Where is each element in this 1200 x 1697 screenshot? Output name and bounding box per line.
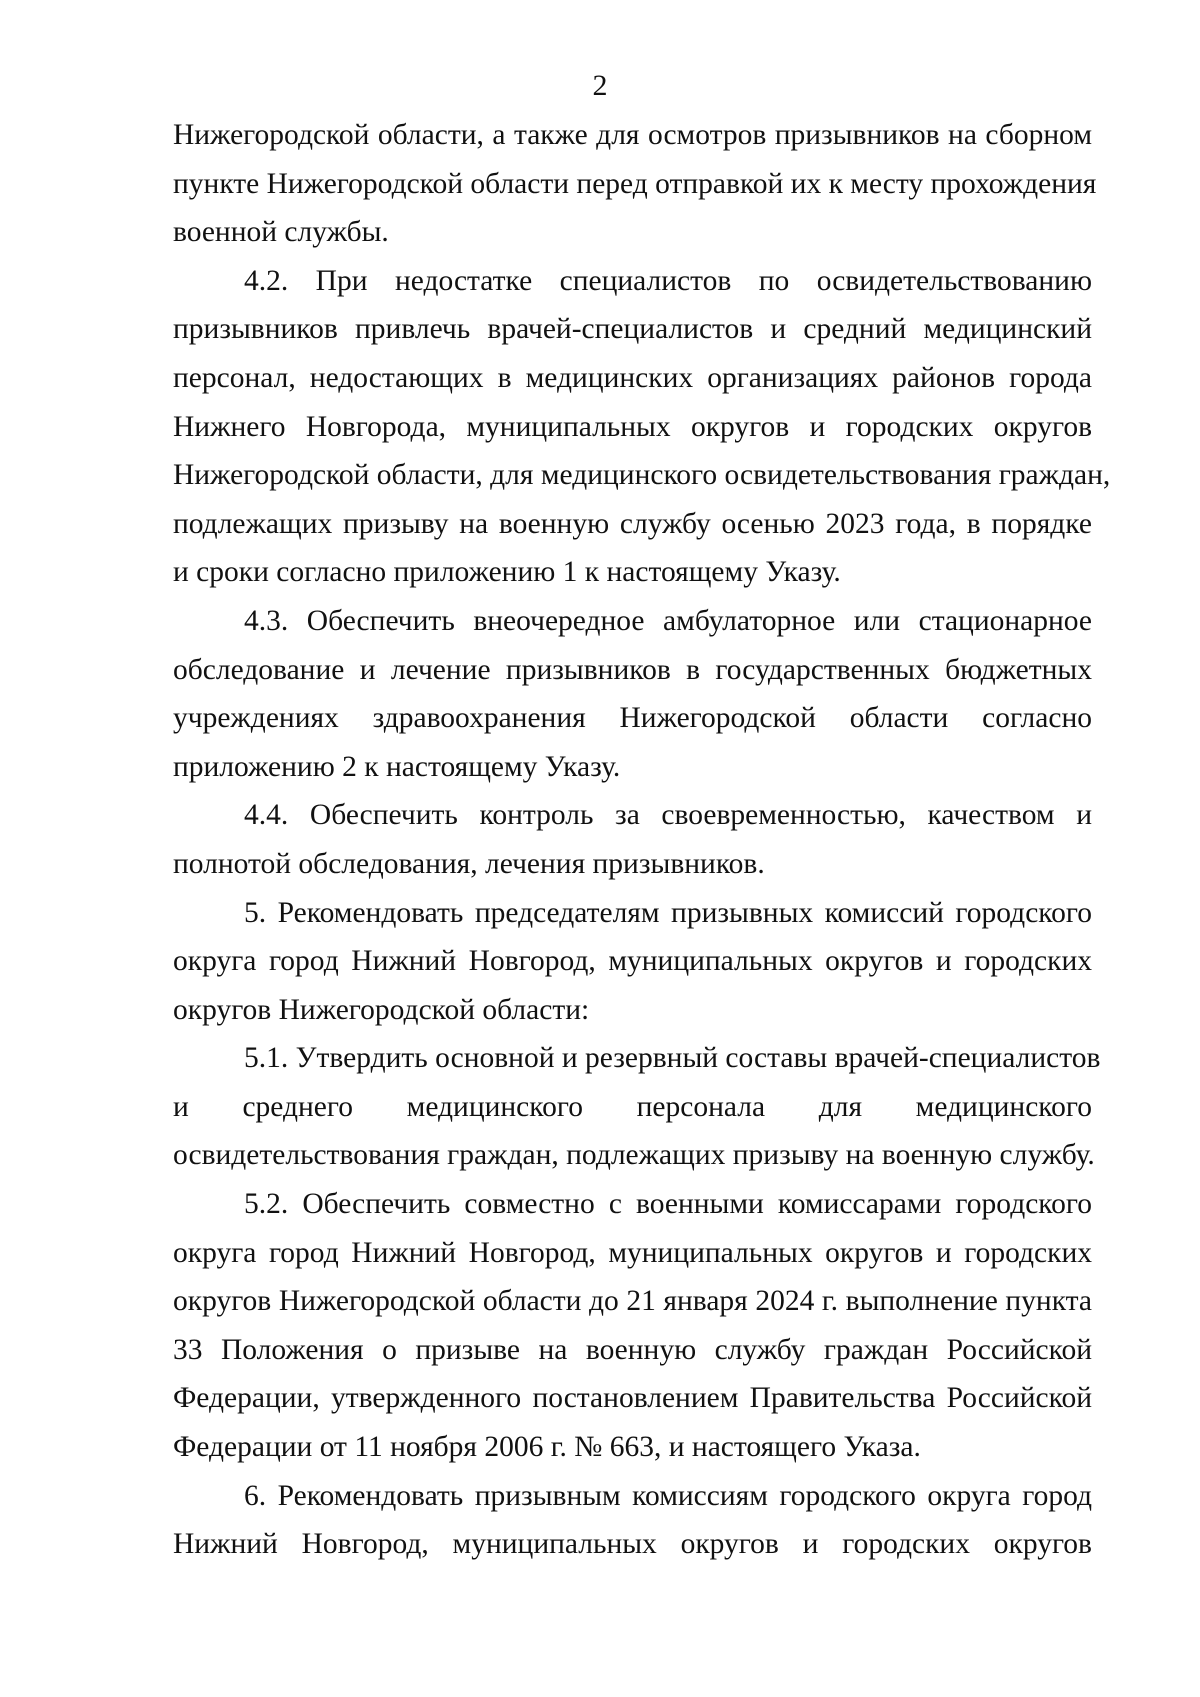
text-line: 5. Рекомендовать председателям призывных комиссий городского xyxy=(244,896,1092,929)
text-line: округа город Нижний Новгород, муниципальных округов и городских xyxy=(173,945,1092,978)
text-line: военной службы. xyxy=(173,216,389,249)
text-line: 33 Положения о призыве на военную службу граждан Российской xyxy=(173,1333,1092,1366)
paragraph-4-3 xyxy=(173,597,1092,791)
text-line: 4.2. При недостатке специалистов по освидетельствованию xyxy=(244,264,1092,297)
paragraph-6 xyxy=(173,1472,1092,1569)
text-line: 6. Рекомендовать призывным комиссиям городского округа город xyxy=(244,1479,1092,1512)
paragraph-4-2 xyxy=(173,257,1111,597)
text-line: 5.2. Обеспечить совместно с военными комиссарами городского xyxy=(244,1188,1092,1221)
paragraph-5-1 xyxy=(173,1034,1101,1180)
text-line: Федерации, утвержденного постановлением Правительства Российской xyxy=(173,1382,1092,1415)
text-line: округов Нижегородской области: xyxy=(173,993,590,1026)
text-line: 5.1. Утвердить основной и резервный составы врачей-специалистов xyxy=(244,1042,1101,1075)
text-line: полнотой обследования, лечения призывников. xyxy=(173,847,765,880)
text-line: призывников привлечь врачей-специалистов и средний медицинский xyxy=(173,313,1092,346)
text-line: округа город Нижний Новгород, муниципальных округов и городских xyxy=(173,1236,1092,1269)
text-line: Нижнего Новгорода, муниципальных округов и городских округов xyxy=(173,410,1092,443)
paragraph-continuation xyxy=(173,111,1097,257)
text-line: освидетельствования граждан, подлежащих призыву на военную службу. xyxy=(173,1139,1095,1172)
page-number: 2 xyxy=(592,69,608,102)
text-line: Нижегородской области, для медицинского освидетельствования граждан, xyxy=(173,459,1111,492)
text-line: обследование и лечение призывников в государственных бюджетных xyxy=(173,653,1092,686)
paragraph-5 xyxy=(173,889,1092,1035)
text-line: и среднего медицинского персонала для медицинского xyxy=(173,1090,1092,1123)
text-line: персонал, недостающих в медицинских организациях районов города xyxy=(173,361,1092,394)
text-line: приложению 2 к настоящему Указу. xyxy=(173,750,621,783)
text-line: округов Нижегородской области до 21 января 2024 г. выполнение пункта xyxy=(173,1285,1092,1318)
text-line: учреждениях здравоохранения Нижегородской области согласно xyxy=(173,702,1092,735)
paragraph-4-4 xyxy=(173,791,1092,888)
text-line: пункте Нижегородской области перед отправкой их к месту прохождения xyxy=(173,167,1097,200)
text-line: Федерации от 11 ноября 2006 г. № 663, и настоящего Указа. xyxy=(173,1431,921,1464)
text-line: подлежащих призыву на военную службу осенью 2023 года, в порядке xyxy=(173,507,1092,540)
text-line: Нижний Новгород, муниципальных округов и городских округов xyxy=(173,1528,1092,1561)
text-line: 4.3. Обеспечить внеочередное амбулаторное или стационарное xyxy=(244,604,1092,637)
text-line: Нижегородской области, а также для осмотров призывников на сборном xyxy=(173,119,1092,151)
text-line: 4.4. Обеспечить контроль за своевременностью, качеством и xyxy=(244,799,1092,832)
text-line: и сроки согласно приложению 1 к настоящему Указу. xyxy=(173,556,841,589)
paragraph-5-2 xyxy=(173,1180,1092,1472)
document-body xyxy=(173,111,1111,1569)
